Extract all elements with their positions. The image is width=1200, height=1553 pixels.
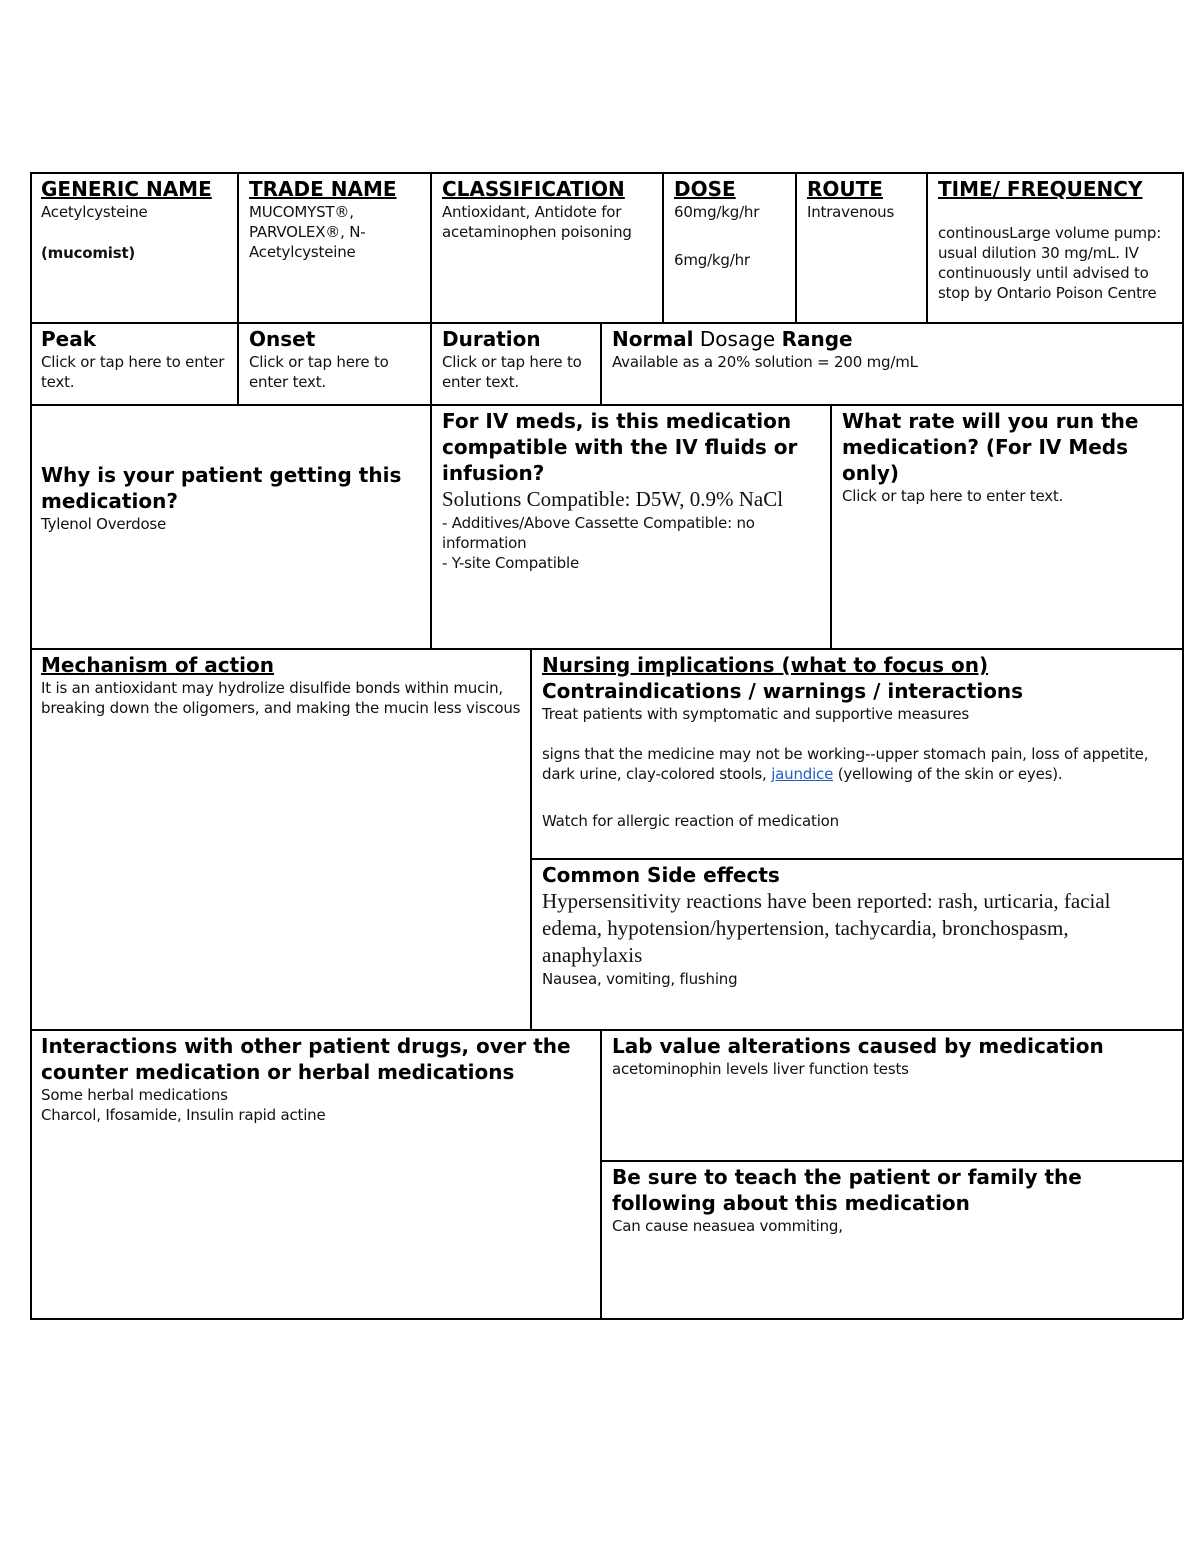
- side-effects-value[interactable]: Nausea, vomiting, flushing: [542, 970, 738, 988]
- generic-name-alt[interactable]: (mucomist): [41, 244, 136, 262]
- dosage-range-value[interactable]: Available as a 20% solution = 200 mg/mL: [612, 353, 918, 371]
- nursing-cell: [532, 650, 1182, 858]
- lab-header: Lab value alterations caused by medication: [612, 1034, 1104, 1058]
- rate-header: What rate will you run the medication? (For IV Meds only): [842, 409, 1139, 485]
- peak-header: Peak: [41, 327, 97, 351]
- mechanism-cell: [31, 650, 530, 1029]
- peak-value[interactable]: Click or tap here to enter text.: [41, 353, 225, 391]
- frequency-cell: [928, 174, 1182, 322]
- compatible-cell: [432, 406, 830, 648]
- teach-cell: [602, 1162, 1182, 1318]
- lab-value[interactable]: acetominophin levels liver function tests: [612, 1060, 909, 1078]
- classification-header: CLASSIFICATION: [442, 177, 625, 201]
- trade-name-cell: [239, 174, 430, 322]
- onset-cell: [239, 324, 430, 404]
- dosage-range-header-a: Normal: [612, 327, 694, 351]
- grid-line: [1182, 172, 1184, 1319]
- onset-header: Onset: [249, 327, 316, 351]
- dosage-range-header-b: Dosage: [693, 327, 782, 351]
- route-value[interactable]: Intravenous: [807, 203, 895, 221]
- teach-header: Be sure to teach the patient or family the following about this medication: [612, 1165, 1082, 1215]
- grid-line: [30, 1318, 1183, 1320]
- compatible-ysite[interactable]: - Y-site Compatible: [442, 554, 579, 572]
- duration-cell: [432, 324, 600, 404]
- dose-value-1[interactable]: 60mg/kg/hr: [674, 203, 760, 221]
- nursing-line-2[interactable]: [542, 744, 1173, 784]
- duration-header: Duration: [442, 327, 541, 351]
- why-value[interactable]: Tylenol Overdose: [41, 515, 167, 533]
- dose-value-2[interactable]: 6mg/kg/hr: [674, 251, 750, 269]
- onset-value[interactable]: Click or tap here to enter text.: [249, 353, 389, 391]
- interactions-header: Interactions with other patient drugs, over the counter medication or herbal medications: [41, 1034, 571, 1084]
- side-effects-serif[interactable]: Hypersensitivity reactions have been reported: rash, urticaria, facial edema, hypotension/hypertension, tachycardia, bronchospasm, anaphylaxis: [542, 889, 1111, 967]
- generic-name-header: GENERIC NAME: [41, 177, 212, 201]
- why-cell: [31, 406, 430, 648]
- classification-value[interactable]: Antioxidant, Antidote for acetaminophen poisoning: [442, 203, 632, 241]
- why-header: Why is your patient getting this medication?: [41, 463, 402, 513]
- dose-header: DOSE: [674, 177, 736, 201]
- rate-cell: [832, 406, 1182, 648]
- dose-cell: [664, 174, 795, 322]
- frequency-value[interactable]: continousLarge volume pump: usual dilution 30 mg/mL. IV continuously until advised to stop by Ontario Poison Centre: [938, 224, 1162, 302]
- interactions-line-1[interactable]: Some herbal medications: [41, 1086, 228, 1104]
- nursing-header: Nursing implications (what to focus on): [542, 653, 989, 677]
- nursing-line-2-b: (yellowing of the skin or eyes).: [833, 765, 1063, 783]
- mechanism-header: Mechanism of action: [41, 653, 275, 677]
- peak-cell: [31, 324, 237, 404]
- duration-value[interactable]: Click or tap here to enter text.: [442, 353, 582, 391]
- interactions-line-2[interactable]: Charcol, Ifosamide, Insulin rapid actine: [41, 1106, 326, 1124]
- side-effects-cell: [532, 860, 1182, 1029]
- compatible-header: For IV meds, is this medication compatible with the IV fluids or infusion?: [442, 409, 798, 485]
- compatible-additives[interactable]: - Additives/Above Cassette Compatible: no information: [442, 514, 755, 552]
- teach-value[interactable]: Can cause neasuea vommiting,: [612, 1217, 843, 1235]
- generic-name-value[interactable]: Acetylcysteine: [41, 203, 148, 221]
- nursing-line-2-a: signs that the medicine may not be working--upper stomach pain, loss of appetite, dark urine, clay-colored stools,: [542, 745, 1149, 783]
- trade-name-value[interactable]: MUCOMYST®, PARVOLEX®, N-Acetylcysteine: [249, 203, 366, 261]
- jaundice-link[interactable]: jaundice: [771, 765, 834, 783]
- frequency-header: TIME/ FREQUENCY: [938, 177, 1143, 201]
- interactions-cell: [31, 1031, 600, 1318]
- nursing-subheader: Contraindications / warnings / interactions: [542, 679, 1024, 703]
- trade-name-header: TRADE NAME: [249, 177, 397, 201]
- dosage-range-header-c: Range: [781, 327, 853, 351]
- nursing-line-1[interactable]: Treat patients with symptomatic and supportive measures: [542, 705, 970, 723]
- generic-name-cell: [31, 174, 237, 322]
- classification-cell: [432, 174, 662, 322]
- side-effects-header: Common Side effects: [542, 863, 780, 887]
- dosage-range-cell: [602, 324, 1182, 404]
- rate-value[interactable]: Click or tap here to enter text.: [842, 487, 1064, 505]
- route-cell: [797, 174, 926, 322]
- lab-cell: [602, 1031, 1182, 1160]
- dosage-range-header: [612, 326, 1173, 352]
- mechanism-value[interactable]: It is an antioxidant may hydrolize disulfide bonds within mucin, breaking down the oligomers, and making the mucin less viscous: [41, 679, 521, 717]
- nursing-line-3[interactable]: Watch for allergic reaction of medication: [542, 812, 839, 830]
- compatible-solutions[interactable]: Solutions Compatible: D5W, 0.9% NaCl: [442, 487, 784, 511]
- route-header: ROUTE: [807, 177, 883, 201]
